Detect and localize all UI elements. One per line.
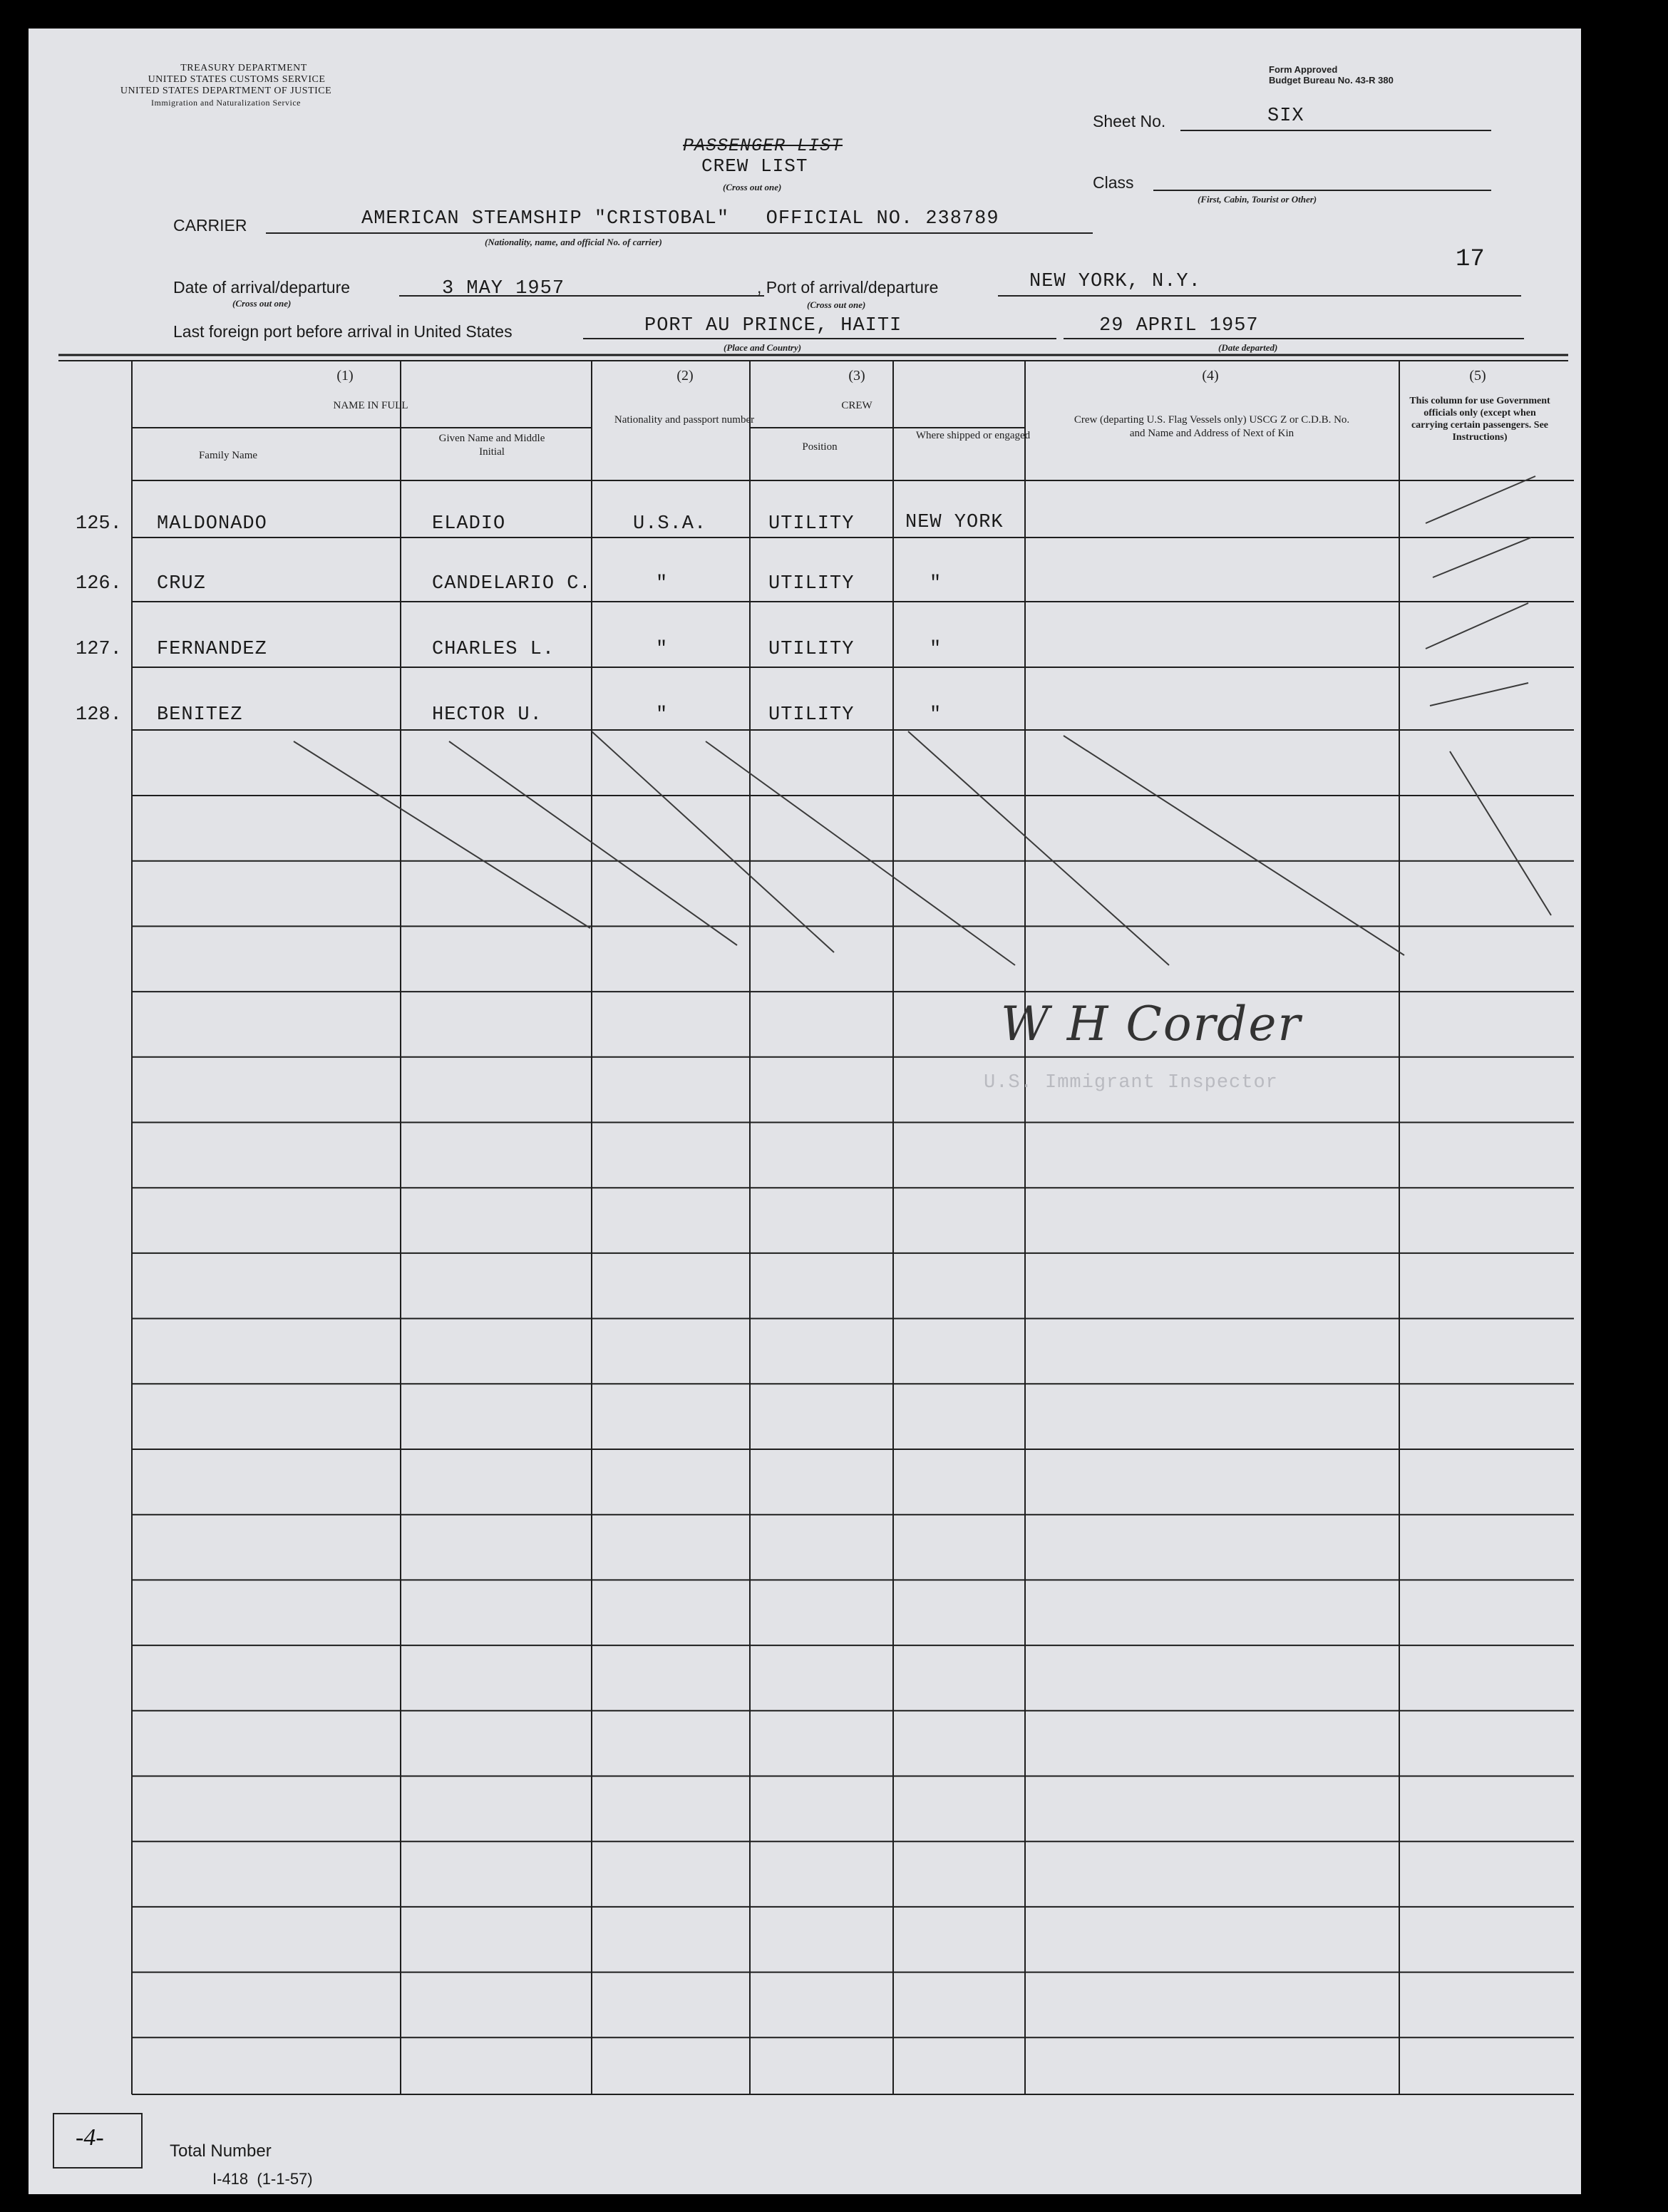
col5-slash-mark [1426, 603, 1528, 649]
budget-bureau: Budget Bureau No. 43-R 380 [1269, 75, 1394, 86]
col1b-given-name: Given Name and Middle Initial [438, 433, 545, 458]
diagonal-strike [449, 741, 737, 945]
col5-slash-mark [1426, 476, 1535, 523]
col1-number: (1) [336, 368, 354, 384]
family-name: FERNANDEZ [157, 639, 267, 660]
inspector-signature: W H Corder [1001, 997, 1302, 1051]
given-name: CHARLES L. [432, 639, 555, 660]
arrival-port-label: , Port of arrival/departure [757, 278, 939, 297]
last-port-value: PORT AU PRINCE, HAITI [644, 315, 902, 336]
carrier-value: AMERICAN STEAMSHIP "CRISTOBAL" OFFICIAL NO. 238789 [361, 208, 999, 230]
dept-line-customs: UNITED STATES CUSTOMS SERVICE [148, 74, 326, 85]
page-number: 17 [1456, 246, 1485, 273]
total-value: -4- [76, 2124, 104, 2151]
last-port-label: Last foreign port before arrival in United States [173, 322, 513, 341]
given-name: ELADIO [432, 513, 506, 535]
class-caption: (First, Cabin, Tourist or Other) [1198, 194, 1317, 205]
diagonal-strike [1064, 736, 1404, 955]
col5-diagonal-strike [1450, 751, 1551, 915]
row-number: 128. [76, 704, 122, 726]
diagonal-strike [294, 741, 590, 928]
where-shipped: " [930, 639, 942, 660]
row-number: 126. [76, 573, 122, 595]
arrival-port-caption: (Cross out one) [807, 299, 866, 310]
family-name: BENITEZ [157, 704, 243, 726]
diagonal-strike [908, 731, 1169, 965]
position: UTILITY [768, 513, 855, 535]
position: UTILITY [768, 639, 855, 660]
sheet-value: SIX [1267, 106, 1304, 127]
arrival-date-label: Date of arrival/departure [173, 278, 351, 297]
total-box [53, 2113, 143, 2169]
nationality: " [656, 573, 669, 595]
given-name: HECTOR U. [432, 704, 542, 726]
form-approved: Form Approved [1269, 64, 1338, 75]
col2-number: (2) [676, 368, 694, 384]
where-shipped: " [930, 573, 942, 595]
dept-line-justice: UNITED STATES DEPARTMENT OF JUSTICE [120, 86, 332, 96]
crew-table-grid [29, 29, 1581, 2194]
col1-title: NAME IN FULL [333, 400, 408, 411]
arrival-date-value: 3 MAY 1957 [442, 278, 565, 299]
arrival-port-value: NEW YORK, N.Y. [1029, 271, 1201, 292]
col2-title: Nationality and passport number [614, 414, 755, 426]
col3a-position: Position [802, 441, 838, 453]
col5-number: (5) [1469, 368, 1486, 384]
col3-title: CREW [841, 400, 872, 411]
dept-line-ins: Immigration and Naturalization Service [151, 98, 301, 108]
title-caption: (Cross out one) [723, 182, 782, 192]
last-port-caption: (Place and Country) [724, 342, 802, 353]
diagonal-strike [592, 731, 834, 952]
inspector-title-bleedthrough: U.S. Immigrant Inspector [984, 1072, 1278, 1094]
where-shipped: NEW YORK [905, 512, 1004, 533]
row-number: 125. [76, 513, 122, 535]
nationality: " [656, 704, 669, 726]
col3-number: (3) [848, 368, 865, 384]
position: UTILITY [768, 704, 855, 726]
date-departed-caption: (Date departed) [1218, 342, 1278, 353]
carrier-label: CARRIER [173, 216, 247, 235]
carrier-caption: (Nationality, name, and official No. of carrier) [485, 237, 662, 247]
position: UTILITY [768, 573, 855, 595]
dept-line-treasury: TREASURY DEPARTMENT [180, 63, 307, 73]
row-number: 127. [76, 639, 122, 660]
sheet-label: Sheet No. [1093, 112, 1166, 130]
class-label: Class [1093, 173, 1134, 192]
total-label: Total Number [170, 2141, 272, 2161]
col5-slash-mark [1433, 537, 1531, 577]
family-name: CRUZ [157, 573, 206, 595]
col4-number: (4) [1202, 368, 1219, 384]
given-name: CANDELARIO C. [432, 573, 592, 595]
title-crossed-text: PASSENGER LIST [683, 135, 843, 156]
nationality: " [656, 639, 669, 660]
col5-slash-mark [1430, 683, 1528, 706]
col5-title: This column for use Government officials only (except when carrying certain passengers. See Instructions) [1409, 396, 1550, 443]
nationality: U.S.A. [633, 513, 707, 535]
col4-title: Crew (departing U.S. Flag Vessels only) USCG Z or C.D.B. No. and Name and Address of Next of Kin [1074, 414, 1350, 439]
list-title: CREW LIST [701, 155, 808, 177]
arrival-date-caption: (Cross out one) [232, 298, 292, 309]
date-departed-value: 29 APRIL 1957 [1099, 315, 1259, 336]
col3b-where-shipped: Where shipped or engaged [915, 430, 1031, 441]
family-name: MALDONADO [157, 513, 267, 535]
col1a-family-name: Family Name [198, 450, 258, 461]
diagonal-strike [706, 741, 1015, 965]
document-sheet [29, 29, 1581, 2194]
where-shipped: " [930, 704, 942, 726]
form-number: I-418 (1-1-57) [212, 2170, 313, 2188]
